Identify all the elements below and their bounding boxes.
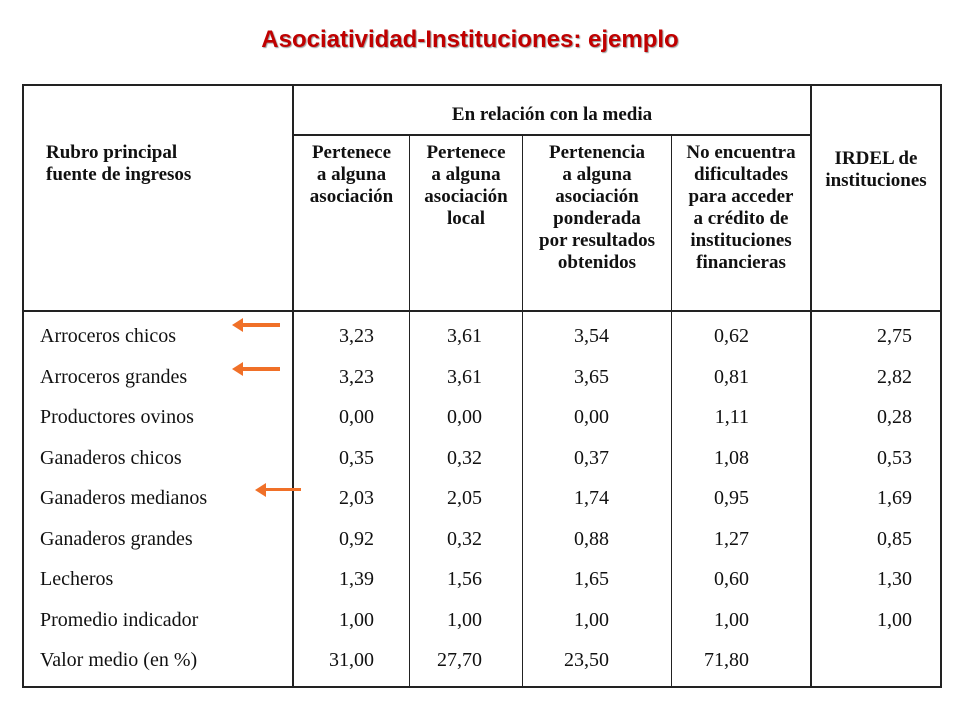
table-cell: 1,11 — [714, 406, 749, 428]
column-header-irdel-institutions: IRDEL de instituciones — [825, 148, 927, 191]
table-cell: 3,23 — [339, 365, 374, 388]
table-cell: 1,00 — [447, 608, 482, 631]
table-cell: 0,32 — [447, 527, 482, 550]
table-cell: 1,27 — [714, 527, 749, 550]
table-cell: 0,81 — [714, 365, 749, 388]
table-cell: 1,30 — [877, 568, 912, 590]
group-header-label: En relación con la media — [451, 104, 653, 125]
table-cell: 0,00 — [339, 406, 374, 428]
table-cell: 1,00 — [574, 608, 609, 631]
highlight-arrow-icon — [265, 488, 301, 491]
table-cell: 0,28 — [877, 406, 912, 428]
table-cell: 2,03 — [339, 487, 374, 509]
table-cell: 1,69 — [877, 487, 912, 509]
table-row-label: Arroceros grandes — [40, 365, 188, 388]
table-cell: 1,74 — [574, 487, 609, 509]
table-cell: 2,05 — [447, 487, 482, 509]
table-cell: 0,35 — [339, 446, 374, 469]
table-cell: 1,39 — [339, 568, 374, 590]
column-header-belongs-local-association: Pertenece a alguna asociación local — [424, 142, 508, 229]
table-cell: 1,00 — [714, 608, 749, 631]
table-cell: 2,82 — [877, 365, 912, 388]
table-cell: 1,56 — [447, 568, 482, 590]
table-cell: 0,53 — [877, 446, 912, 469]
table-cell: 1,08 — [714, 446, 749, 469]
table-row-label: Ganaderos chicos — [40, 446, 182, 469]
table-row-label: Lecheros — [40, 568, 114, 590]
table-cell: 0,62 — [714, 325, 749, 347]
table-cell: 27,70 — [437, 649, 482, 671]
table-cell: 1,00 — [877, 608, 912, 631]
table-row-label: Promedio indicador — [40, 608, 199, 631]
table-cell: 3,61 — [447, 365, 482, 388]
column-header-belongs-association: Pertenece a alguna asociación — [309, 142, 394, 207]
highlight-arrow-icon — [242, 367, 280, 371]
table-cell: 23,50 — [564, 649, 609, 671]
table-cell: 31,00 — [329, 649, 374, 671]
table-row-label: Productores ovinos — [40, 406, 194, 428]
highlight-arrow-icon — [242, 323, 280, 327]
table-cell: 1,65 — [574, 568, 609, 590]
table-row-label: Ganaderos medianos — [40, 487, 208, 509]
table-cell: 1,00 — [339, 608, 374, 631]
table-cell: 3,54 — [574, 325, 609, 347]
table-cell: 0,00 — [447, 406, 482, 428]
table-cell: 3,65 — [574, 365, 609, 388]
table-cell: 0,00 — [574, 406, 609, 428]
table-cell: 0,88 — [574, 527, 609, 550]
column-header-weighted-membership: Pertenencia a alguna asociación ponderada por resultados obtenidos — [539, 142, 655, 273]
table-cell: 0,37 — [574, 446, 609, 469]
table-cell: 71,80 — [704, 649, 749, 671]
slide-title: Asociatividad-Instituciones: ejemplo — [261, 26, 679, 53]
table-cell: 3,61 — [447, 325, 482, 347]
table-cell: 0,85 — [877, 527, 912, 550]
table-cell: 2,75 — [877, 325, 912, 347]
header-separator-line — [24, 310, 940, 312]
table-cell: 0,60 — [714, 568, 749, 590]
column-header-credit-access: No encuentra dificultades para acceder a crédito de instituciones financieras — [686, 142, 796, 273]
table-cell: 0,32 — [447, 446, 482, 469]
table-cell: 0,95 — [714, 487, 749, 509]
table-cell: 3,23 — [339, 325, 374, 347]
table-row-label: Valor medio (en %) — [40, 649, 198, 671]
table-row-label: Arroceros chicos — [40, 325, 177, 347]
table-cell: 0,92 — [339, 527, 374, 550]
group-header-underline — [292, 134, 812, 136]
data-table — [22, 84, 942, 688]
row-header-label: Rubro principal fuente de ingresos — [46, 142, 192, 185]
table-row-label: Ganaderos grandes — [40, 527, 193, 550]
